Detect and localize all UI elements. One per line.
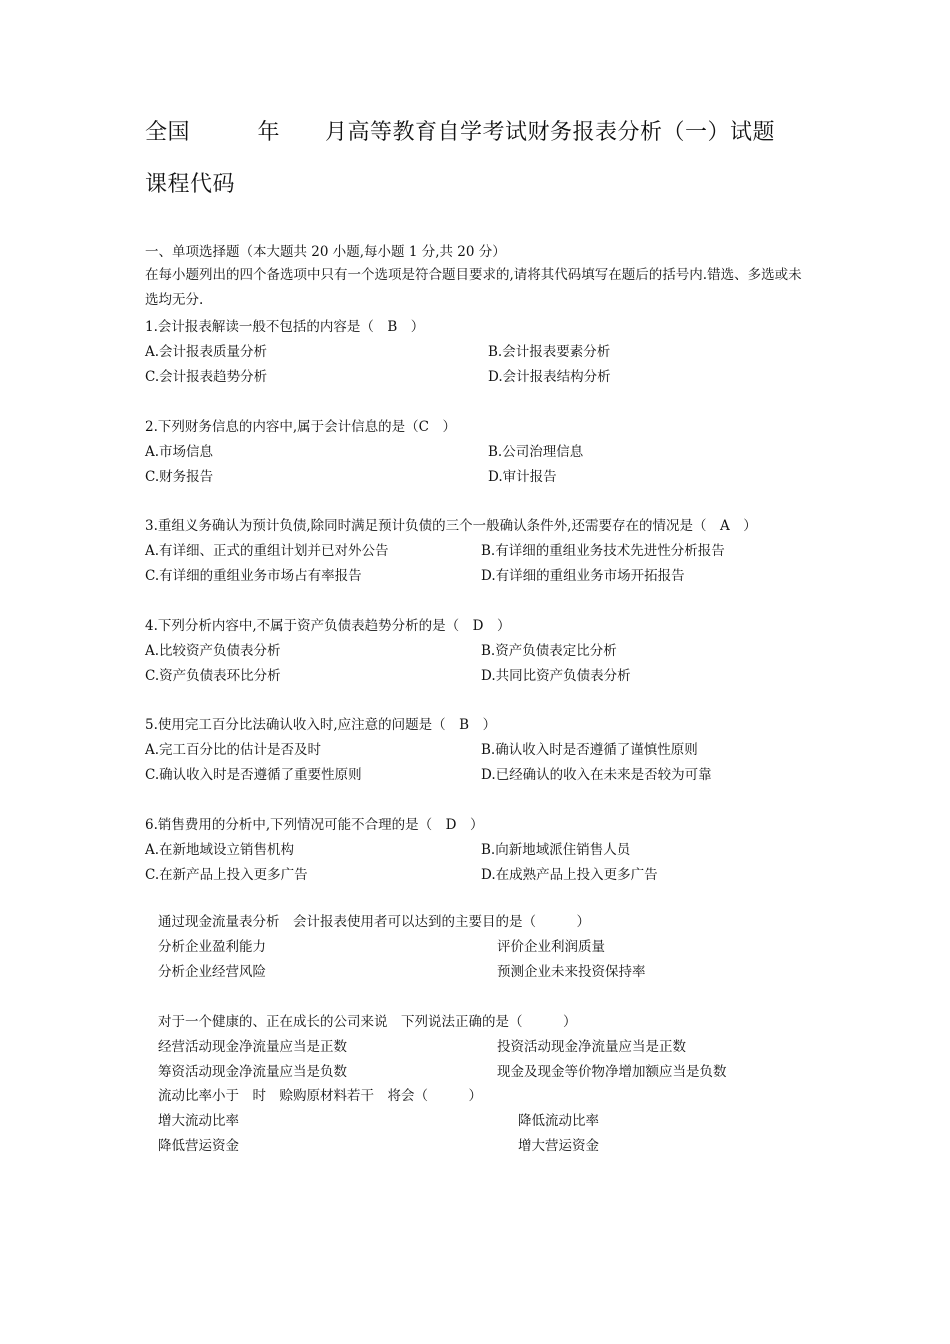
question-stem: 流动比率小于 时 赊购原材料若干 将会（ ） xyxy=(158,1088,482,1104)
option-b: 投资活动现金净流量应当是正数 xyxy=(497,1039,686,1055)
option-d: D.共同比资产负债表分析 xyxy=(481,668,631,684)
option-a: 增大流动比率 xyxy=(158,1113,239,1129)
option-c: C.财务报告 xyxy=(145,469,214,485)
option-a: A.完工百分比的估计是否及时 xyxy=(145,742,322,758)
question-stem: 5.使用完工百分比法确认收入时,应注意的问题是（ B ） xyxy=(145,717,497,733)
option-d: D.已经确认的收入在未来是否较为可靠 xyxy=(481,767,712,783)
question-stem: 1.会计报表解读一般不包括的内容是（ B ） xyxy=(145,319,425,335)
option-d: 现金及现金等价物净增加额应当是负数 xyxy=(497,1064,727,1080)
option-b: B.确认收入时是否遵循了谨慎性原则 xyxy=(481,742,698,758)
option-d: D.会计报表结构分析 xyxy=(488,369,611,385)
option-d: D.审计报告 xyxy=(488,469,557,485)
option-b: B.有详细的重组业务技术先进性分析报告 xyxy=(481,543,725,559)
option-c: C.确认收入时是否遵循了重要性原则 xyxy=(145,767,362,783)
option-c: C.资产负债表环比分析 xyxy=(145,668,281,684)
question-stem: 对于一个健康的、正在成长的公司来说 下列说法正确的是（ ） xyxy=(158,1014,577,1030)
question-stem: 6.销售费用的分析中,下列情况可能不合理的是（ D ） xyxy=(145,817,484,833)
option-a: 经营活动现金净流量应当是正数 xyxy=(158,1039,347,1055)
question-stem: 3.重组义务确认为预计负债,除同时满足预计负债的三个一般确认条件外,还需要存在的情况是（ A ） xyxy=(145,518,757,534)
exam-title: 全国 年 月高等教育自学考试财务报表分析（一）试题 xyxy=(145,120,776,145)
option-d: 增大营运资金 xyxy=(518,1138,599,1154)
option-b: B.向新地域派住销售人员 xyxy=(481,842,631,858)
option-b: 评价企业利润质量 xyxy=(497,939,605,955)
option-d: D.在成熟产品上投入更多广告 xyxy=(481,867,658,883)
option-b: 降低流动比率 xyxy=(518,1113,599,1129)
option-b: B.会计报表要素分析 xyxy=(488,344,611,360)
option-c: 分析企业经营风险 xyxy=(158,964,266,980)
question-stem: 通过现金流量表分析 会计报表使用者可以达到的主要目的是（ ） xyxy=(158,914,590,930)
section-instructions: 在每小题列出的四个备选项中只有一个选项是符合题目要求的,请将其代码填写在题后的括号内.错选、多选或未选均无分. xyxy=(145,267,802,308)
option-a: A.在新地域设立销售机构 xyxy=(145,842,295,858)
option-b: B.资产负债表定比分析 xyxy=(481,643,617,659)
option-c: C.有详细的重组业务市场占有率报告 xyxy=(145,568,362,584)
option-b: B.公司治理信息 xyxy=(488,444,584,460)
option-c: C.会计报表趋势分析 xyxy=(145,369,268,385)
option-a: A.会计报表质量分析 xyxy=(145,344,268,360)
section-heading: 一、单项选择题（本大题共 20 小题,每小题 1 分,共 20 分） xyxy=(145,244,506,260)
option-c: 降低营运资金 xyxy=(158,1138,239,1154)
option-c: C.在新产品上投入更多广告 xyxy=(145,867,308,883)
option-a: A.有详细、正式的重组计划并已对外公告 xyxy=(145,543,389,559)
question-stem: 2.下列财务信息的内容中,属于会计信息的是（C ） xyxy=(145,419,457,435)
option-d: 预测企业未来投资保持率 xyxy=(497,964,646,980)
option-d: D.有详细的重组业务市场开拓报告 xyxy=(481,568,685,584)
option-a: 分析企业盈利能力 xyxy=(158,939,266,955)
option-a: A.市场信息 xyxy=(145,444,214,460)
course-code-label: 课程代码 xyxy=(145,172,236,197)
option-c: 筹资活动现金净流量应当是负数 xyxy=(158,1064,347,1080)
question-stem: 4.下列分析内容中,不属于资产负债表趋势分析的是（ D ） xyxy=(145,618,511,634)
option-a: A.比较资产负债表分析 xyxy=(145,643,281,659)
